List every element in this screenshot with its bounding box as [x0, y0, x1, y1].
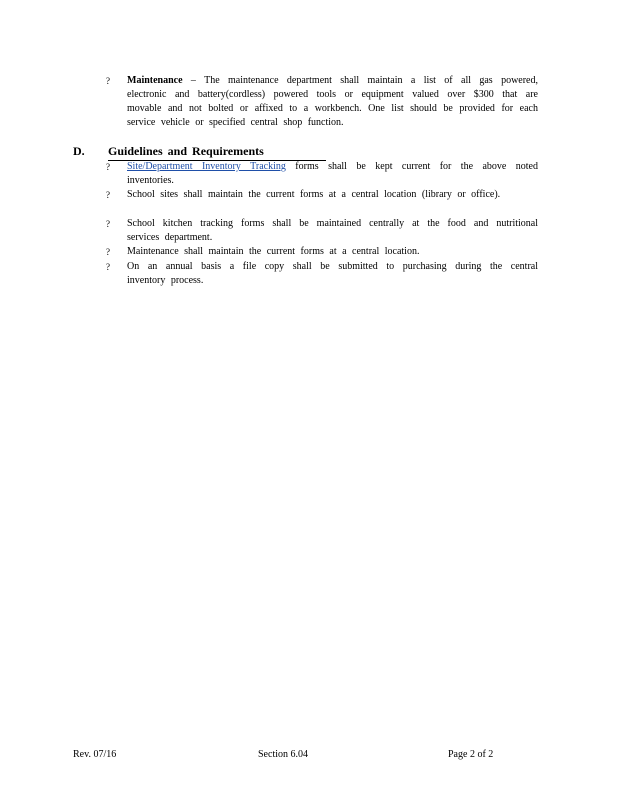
list-item-body: forms shall be kept current for the above noted inventories. [127, 161, 538, 186]
list-item-text: School sites shall maintain the current forms at a central location (library or office). [127, 189, 501, 200]
bullet-marker: ? [106, 76, 110, 86]
list-item-text: Maintenance shall maintain the current forms at a central location. [127, 246, 420, 257]
list-item [108, 160, 538, 188]
bullet-marker: ? [106, 262, 110, 272]
list-item [108, 245, 538, 259]
list-item-text: School kitchen tracking forms shall be maintained centrally at the food and nutritional services department. [127, 218, 538, 243]
list-item-text: On an annual basis a file copy shall be submitted to purchasing during the central inventory process. [127, 261, 538, 286]
inventory-tracking-link[interactable]: Site/Department Inventory Tracking [127, 161, 286, 172]
maintenance-label: Maintenance [127, 75, 183, 86]
bullet-marker: ? [106, 219, 110, 229]
footer-revision: Rev. 07/16 [73, 749, 117, 760]
list-item-text [127, 160, 538, 188]
section-letter: D. [73, 144, 85, 158]
bullet-marker: ? [106, 190, 110, 200]
section-title: Guidelines and Requirements [108, 144, 326, 161]
bullet-marker: ? [106, 247, 110, 257]
maintenance-list-item [106, 74, 538, 128]
list-item [108, 188, 538, 216]
list-item [108, 260, 538, 288]
footer-page-number: Page 2 of 2 [448, 749, 494, 760]
maintenance-paragraph [127, 74, 538, 130]
maintenance-text: – The maintenance department shall maintain a list of all gas powered, electronic and battery(cordless) powered tools or equipment valued over $300 that are movable and not bolted or affixed to a workbench. One list should be provided for each service vehicle or specified central shop function. [127, 75, 538, 128]
list-item [108, 217, 538, 245]
footer-section: Section 6.04 [258, 749, 308, 760]
bullet-marker: ? [106, 162, 110, 172]
